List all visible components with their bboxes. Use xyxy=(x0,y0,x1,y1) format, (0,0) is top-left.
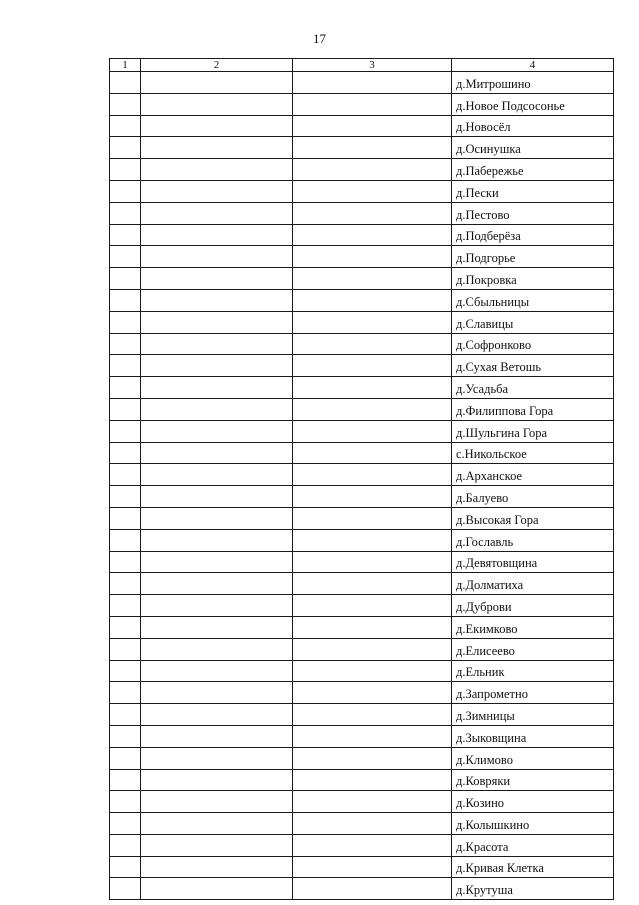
empty-cell xyxy=(293,595,452,617)
empty-cell xyxy=(110,398,141,420)
empty-cell xyxy=(141,442,293,464)
empty-cell xyxy=(110,704,141,726)
empty-cell xyxy=(141,486,293,508)
table-row xyxy=(110,573,614,595)
empty-cell xyxy=(110,638,141,660)
empty-cell xyxy=(110,224,141,246)
table-row xyxy=(110,769,614,791)
settlement-name: д.Подберёза xyxy=(452,224,614,246)
empty-cell xyxy=(293,769,452,791)
table-row xyxy=(110,791,614,813)
empty-cell xyxy=(141,813,293,835)
settlement-name: д.Ельник xyxy=(452,660,614,682)
settlement-name: д.Дуброви xyxy=(452,595,614,617)
empty-cell xyxy=(293,813,452,835)
settlement-name: д.Шульгина Гора xyxy=(452,420,614,442)
empty-cell xyxy=(293,725,452,747)
table-row xyxy=(110,333,614,355)
empty-cell xyxy=(293,660,452,682)
empty-cell xyxy=(110,180,141,202)
empty-cell xyxy=(293,638,452,660)
empty-cell xyxy=(110,72,141,94)
empty-cell xyxy=(141,725,293,747)
empty-cell xyxy=(141,420,293,442)
empty-cell xyxy=(110,486,141,508)
empty-cell xyxy=(141,246,293,268)
empty-cell xyxy=(110,616,141,638)
table-row xyxy=(110,420,614,442)
settlement-name: д.Климово xyxy=(452,747,614,769)
empty-cell xyxy=(293,747,452,769)
table-row xyxy=(110,289,614,311)
empty-cell xyxy=(293,333,452,355)
settlement-name: д.Пески xyxy=(452,180,614,202)
empty-cell xyxy=(110,791,141,813)
empty-cell xyxy=(110,725,141,747)
table-row xyxy=(110,398,614,420)
settlement-name: д.Козино xyxy=(452,791,614,813)
table-row xyxy=(110,529,614,551)
empty-cell xyxy=(293,507,452,529)
empty-cell xyxy=(141,398,293,420)
settlement-name: д.Усадьба xyxy=(452,377,614,399)
table-row xyxy=(110,813,614,835)
empty-cell xyxy=(293,180,452,202)
empty-cell xyxy=(293,551,452,573)
empty-cell xyxy=(110,682,141,704)
page-number: 17 xyxy=(313,31,326,46)
table-row xyxy=(110,93,614,115)
empty-cell xyxy=(141,377,293,399)
settlement-name: д.Кривая Клетка xyxy=(452,856,614,878)
table-row xyxy=(110,246,614,268)
table-row xyxy=(110,224,614,246)
empty-cell xyxy=(110,246,141,268)
empty-cell xyxy=(293,93,452,115)
table-row xyxy=(110,464,614,486)
empty-cell xyxy=(110,813,141,835)
empty-cell xyxy=(110,529,141,551)
empty-cell xyxy=(141,464,293,486)
empty-cell xyxy=(141,616,293,638)
empty-cell xyxy=(293,573,452,595)
empty-cell xyxy=(293,834,452,856)
empty-cell xyxy=(141,289,293,311)
empty-cell xyxy=(141,72,293,94)
empty-cell xyxy=(293,377,452,399)
empty-cell xyxy=(141,333,293,355)
settlement-name: д.Славицы xyxy=(452,311,614,333)
empty-cell xyxy=(110,834,141,856)
table-header-row xyxy=(110,59,614,72)
settlement-name: д.Митрошино xyxy=(452,72,614,94)
settlement-name: д.Крутуша xyxy=(452,878,614,900)
table-row xyxy=(110,137,614,159)
table-row xyxy=(110,507,614,529)
empty-cell xyxy=(110,573,141,595)
empty-cell xyxy=(293,311,452,333)
table-row xyxy=(110,725,614,747)
table-row xyxy=(110,72,614,94)
table-row xyxy=(110,311,614,333)
empty-cell xyxy=(110,289,141,311)
settlement-name: д.Филиппова Гора xyxy=(452,398,614,420)
table-row xyxy=(110,202,614,224)
empty-cell xyxy=(293,202,452,224)
empty-cell xyxy=(293,420,452,442)
table-row xyxy=(110,616,614,638)
empty-cell xyxy=(110,355,141,377)
settlement-name: д.Ковряки xyxy=(452,769,614,791)
empty-cell xyxy=(293,268,452,290)
empty-cell xyxy=(293,529,452,551)
settlement-name: д.Балуево xyxy=(452,486,614,508)
empty-cell xyxy=(293,72,452,94)
table-row xyxy=(110,115,614,137)
settlement-name: д.Подгорье xyxy=(452,246,614,268)
settlement-name: д.Долматиха xyxy=(452,573,614,595)
empty-cell xyxy=(110,420,141,442)
empty-cell xyxy=(141,834,293,856)
column-header-1: 1 xyxy=(110,59,141,72)
empty-cell xyxy=(110,551,141,573)
empty-cell xyxy=(293,878,452,900)
empty-cell xyxy=(110,856,141,878)
settlement-name: д.Софронково xyxy=(452,333,614,355)
empty-cell xyxy=(110,311,141,333)
empty-cell xyxy=(141,529,293,551)
empty-cell xyxy=(293,682,452,704)
empty-cell xyxy=(293,355,452,377)
table-row xyxy=(110,355,614,377)
empty-cell xyxy=(293,246,452,268)
table-row xyxy=(110,595,614,617)
empty-cell xyxy=(110,878,141,900)
empty-cell xyxy=(110,660,141,682)
table-row xyxy=(110,834,614,856)
empty-cell xyxy=(293,398,452,420)
empty-cell xyxy=(110,507,141,529)
table-row xyxy=(110,377,614,399)
settlement-name: д.Зимницы xyxy=(452,704,614,726)
empty-cell xyxy=(141,137,293,159)
empty-cell xyxy=(141,682,293,704)
table-row xyxy=(110,682,614,704)
table-row xyxy=(110,486,614,508)
settlement-name: д.Пестово xyxy=(452,202,614,224)
empty-cell xyxy=(110,769,141,791)
table-row xyxy=(110,551,614,573)
empty-cell xyxy=(110,137,141,159)
settlement-name: д.Колышкино xyxy=(452,813,614,835)
empty-cell xyxy=(141,311,293,333)
empty-cell xyxy=(141,159,293,181)
empty-cell xyxy=(141,878,293,900)
empty-cell xyxy=(293,115,452,137)
settlement-name: д.Новое Подсосонье xyxy=(452,93,614,115)
table-row xyxy=(110,442,614,464)
settlement-name: д.Девятовщина xyxy=(452,551,614,573)
empty-cell xyxy=(141,551,293,573)
table-row xyxy=(110,159,614,181)
empty-cell xyxy=(141,355,293,377)
empty-cell xyxy=(110,377,141,399)
empty-cell xyxy=(293,137,452,159)
settlement-name: д.Новосёл xyxy=(452,115,614,137)
empty-cell xyxy=(141,704,293,726)
empty-cell xyxy=(141,180,293,202)
empty-cell xyxy=(293,704,452,726)
empty-cell xyxy=(110,464,141,486)
table-row xyxy=(110,180,614,202)
settlement-name: д.Сухая Ветошь xyxy=(452,355,614,377)
empty-cell xyxy=(293,616,452,638)
empty-cell xyxy=(141,224,293,246)
empty-cell xyxy=(141,856,293,878)
empty-cell xyxy=(110,442,141,464)
settlements-table xyxy=(109,58,614,900)
empty-cell xyxy=(110,202,141,224)
empty-cell xyxy=(141,93,293,115)
table-row xyxy=(110,747,614,769)
settlement-name: д.Запрометно xyxy=(452,682,614,704)
table-row xyxy=(110,878,614,900)
empty-cell xyxy=(141,595,293,617)
empty-cell xyxy=(110,595,141,617)
empty-cell xyxy=(141,638,293,660)
table-body xyxy=(110,72,614,900)
table-row xyxy=(110,268,614,290)
empty-cell xyxy=(293,464,452,486)
empty-cell xyxy=(141,268,293,290)
empty-cell xyxy=(110,115,141,137)
empty-cell xyxy=(110,268,141,290)
empty-cell xyxy=(293,159,452,181)
empty-cell xyxy=(141,791,293,813)
empty-cell xyxy=(293,442,452,464)
empty-cell xyxy=(141,769,293,791)
empty-cell xyxy=(141,507,293,529)
empty-cell xyxy=(141,202,293,224)
settlement-name: д.Красота xyxy=(452,834,614,856)
settlement-name: д.Сбыльницы xyxy=(452,289,614,311)
settlement-name: д.Зыковщина xyxy=(452,725,614,747)
empty-cell xyxy=(110,159,141,181)
settlement-name: с.Никольское xyxy=(452,442,614,464)
column-header-2: 2 xyxy=(141,59,293,72)
settlement-name: д.Гославль xyxy=(452,529,614,551)
empty-cell xyxy=(110,333,141,355)
settlement-name: д.Покровка xyxy=(452,268,614,290)
empty-cell xyxy=(293,224,452,246)
settlement-name: д.Елисеево xyxy=(452,638,614,660)
column-header-3: 3 xyxy=(293,59,452,72)
empty-cell xyxy=(293,486,452,508)
settlement-name: д.Арханское xyxy=(452,464,614,486)
column-header-4: 4 xyxy=(452,59,614,72)
empty-cell xyxy=(293,791,452,813)
empty-cell xyxy=(141,660,293,682)
settlement-name: д.Осинушка xyxy=(452,137,614,159)
empty-cell xyxy=(293,289,452,311)
empty-cell xyxy=(141,747,293,769)
table-row xyxy=(110,638,614,660)
empty-cell xyxy=(110,93,141,115)
table-row xyxy=(110,856,614,878)
empty-cell xyxy=(110,747,141,769)
settlement-name: д.Паберeжье xyxy=(452,159,614,181)
empty-cell xyxy=(141,115,293,137)
settlement-name: д.Высокая Гора xyxy=(452,507,614,529)
table-row xyxy=(110,704,614,726)
table-row xyxy=(110,660,614,682)
settlement-name: д.Екимково xyxy=(452,616,614,638)
empty-cell xyxy=(293,856,452,878)
empty-cell xyxy=(141,573,293,595)
